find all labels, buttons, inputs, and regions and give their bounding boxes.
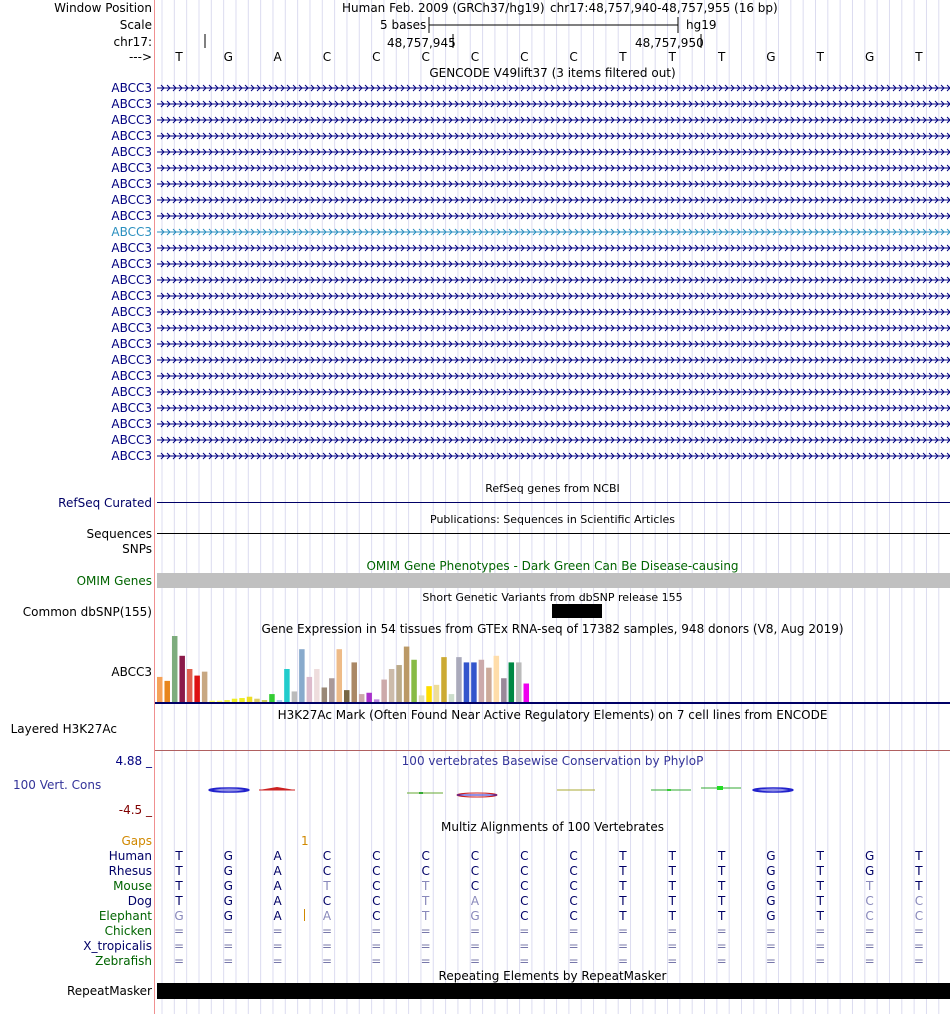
scale-label: Scale — [119, 18, 152, 32]
multiz-base: = — [815, 924, 826, 938]
gtex-tissue-bar — [232, 699, 238, 702]
gtex-tissue-bar — [381, 680, 387, 702]
multiz-base: T — [421, 879, 430, 893]
multiz-base: C — [372, 909, 381, 923]
scale-db: hg19 — [686, 18, 717, 32]
gtex-tissue-bar — [501, 678, 507, 702]
h3k27ac-baseline — [155, 750, 950, 751]
multiz-base: A — [273, 849, 282, 863]
gencode-gene-label[interactable]: ABCC3 — [111, 385, 152, 399]
multiz-base: C — [322, 849, 332, 863]
sequence-base: G — [766, 50, 776, 64]
gtex-tissue-bar — [419, 695, 425, 702]
multiz-base: A — [273, 864, 282, 878]
gtex-tissue-bar — [456, 657, 462, 702]
multiz-base: = — [272, 939, 283, 953]
multiz-species-label[interactable]: Mouse — [113, 879, 152, 893]
multiz-base: = — [864, 924, 875, 938]
multiz-base: = — [469, 939, 480, 953]
multiz-base: = — [223, 954, 234, 968]
multiz-base: T — [668, 864, 676, 878]
gencode-transcript — [157, 149, 950, 155]
scale-text: 5 bases — [380, 18, 427, 32]
gencode-transcript — [157, 453, 950, 459]
multiz-base: T — [668, 849, 676, 863]
gtex-tissue-bar — [344, 690, 350, 702]
gencode-gene-label[interactable]: ABCC3 — [111, 401, 152, 415]
phylop-max: 4.88 _ — [115, 754, 152, 768]
gencode-title[interactable]: GENCODE V49lift37 (3 items filtered out) — [429, 66, 676, 80]
gtex-tissue-bar — [441, 657, 447, 702]
gencode-gene-label[interactable]: ABCC3 — [111, 337, 152, 351]
multiz-base: C — [865, 894, 874, 908]
multiz-base: T — [717, 894, 726, 908]
multiz-base: C — [421, 849, 430, 863]
multiz-base: = — [913, 924, 924, 938]
multiz-base: = — [519, 939, 530, 953]
gencode-gene-label[interactable]: ABCC3 — [111, 129, 152, 143]
multiz-base: T — [619, 864, 627, 878]
multiz-base: C — [470, 864, 480, 878]
multiz-base: = — [469, 954, 480, 968]
gencode-transcript — [157, 293, 950, 299]
multiz-base: T — [668, 909, 676, 923]
gtex-tissue-bar — [187, 669, 193, 702]
gencode-gene-label[interactable]: ABCC3 — [111, 273, 152, 287]
multiz-base: T — [717, 879, 726, 893]
gencode-gene-label[interactable]: ABCC3 — [111, 305, 152, 319]
sequence-base: T — [816, 50, 824, 64]
gencode-transcript — [157, 437, 950, 443]
multiz-base: = — [321, 954, 333, 968]
gencode-transcript — [157, 373, 950, 379]
gtex-tissue-bar — [269, 694, 275, 702]
multiz-base: T — [717, 864, 726, 878]
multiz-base: = — [519, 954, 530, 968]
sequence-base: C — [421, 50, 430, 64]
refseq-line[interactable] — [157, 502, 950, 503]
gtex-chart[interactable] — [155, 636, 950, 706]
gtex-tissue-bar — [494, 656, 500, 702]
gencode-gene-label[interactable]: ABCC3 — [111, 81, 152, 95]
gtex-tissue-bar — [299, 649, 305, 702]
multiz-base: = — [765, 939, 776, 953]
gencode-gene-label[interactable]: ABCC3 — [111, 209, 152, 223]
coord-tick-2: 48,757,950 — [635, 36, 704, 50]
gencode-transcript — [157, 133, 950, 139]
multiz-base: C — [470, 849, 480, 863]
multiz-base: G — [223, 894, 233, 908]
gencode-transcript — [157, 357, 950, 363]
gap-count: 1 — [301, 834, 309, 848]
multiz-base: = — [371, 924, 382, 938]
multiz-base: = — [321, 939, 333, 953]
gencode-gene-label[interactable]: ABCC3 — [111, 113, 152, 127]
gencode-transcript — [157, 117, 950, 123]
multiz-base: C — [569, 909, 578, 923]
gtex-tissue-bar — [277, 700, 283, 702]
multiz-base: G — [766, 894, 776, 908]
multiz-base: C — [520, 909, 529, 923]
gencode-gene-label[interactable]: ABCC3 — [111, 177, 152, 191]
gtex-tissue-bar — [179, 656, 185, 702]
multiz-base: T — [816, 879, 824, 893]
multiz-base: C — [520, 879, 529, 893]
gencode-transcript — [157, 181, 950, 187]
gtex-tissue-bar — [209, 701, 215, 702]
gencode-gene-label[interactable]: ABCC3 — [111, 449, 152, 463]
multiz-base: G — [766, 879, 776, 893]
multiz-base: C — [520, 864, 529, 878]
gtex-tissue-bar — [337, 649, 343, 702]
multiz-base: T — [668, 879, 676, 893]
multiz-base: T — [619, 894, 627, 908]
gtex-tissue-bar — [164, 681, 170, 702]
multiz-species-label[interactable]: Elephant — [98, 909, 152, 923]
gtex-tissue-bar — [329, 678, 335, 702]
assembly-title[interactable]: Human Feb. 2009 (GRCh37/hg19) — [342, 1, 545, 15]
multiz-base: C — [372, 864, 381, 878]
multiz-base: C — [569, 879, 578, 893]
gtex-tissue-bar — [404, 647, 410, 702]
gtex-tissue-bar — [366, 693, 372, 702]
multiz-base: T — [619, 909, 627, 923]
h3k27ac-label[interactable]: Layered H3K27Ac — [10, 722, 117, 736]
gtex-tissue-bar — [262, 700, 268, 702]
multiz-base: = — [815, 939, 826, 953]
gencode-gene-label[interactable]: ABCC3 — [111, 225, 152, 239]
multiz-base: = — [371, 939, 382, 953]
multiz-base: C — [372, 849, 381, 863]
gencode-gene-label[interactable]: ABCC3 — [111, 433, 152, 447]
sequence-base: T — [175, 50, 183, 64]
multiz-base: T — [717, 849, 726, 863]
refseq-title: RefSeq genes from NCBI — [485, 482, 620, 495]
multiz-base: G — [766, 864, 776, 878]
gencode-gene-label[interactable]: ABCC3 — [111, 257, 152, 271]
multiz-base: = — [272, 954, 283, 968]
gtex-tissue-bar — [389, 669, 395, 702]
gtex-tissue-bar — [247, 697, 253, 702]
gencode-transcript — [157, 101, 950, 107]
label-divider — [154, 0, 155, 1014]
sequence-base: A — [273, 50, 282, 64]
gtex-tissue-bar — [464, 662, 470, 702]
multiz-base: T — [619, 879, 627, 893]
gtex-tissue-bar — [307, 677, 313, 702]
multiz-base: T — [915, 879, 923, 893]
multiz-base: C — [914, 909, 924, 923]
gencode-gene-label[interactable]: ABCC3 — [111, 369, 152, 383]
sequence-base: T — [717, 50, 726, 64]
sequence-base: C — [520, 50, 529, 64]
gtex-tissue-bar — [322, 687, 328, 702]
multiz-base: T — [175, 864, 183, 878]
multiz-base: C — [569, 849, 578, 863]
multiz-base: = — [420, 954, 431, 968]
multiz-base: G — [864, 849, 875, 863]
gencode-transcript — [157, 85, 950, 91]
gtex-tissue-bar — [524, 684, 530, 702]
gtex-tissue-bar — [479, 660, 485, 702]
multiz-base: = — [420, 924, 431, 938]
multiz-base: C — [322, 864, 332, 878]
gtex-tissue-bar — [217, 701, 223, 702]
multiz-base: C — [520, 849, 529, 863]
multiz-species-label[interactable]: Human — [108, 849, 152, 863]
multiz-base: T — [175, 894, 183, 908]
multiz-base: A — [322, 909, 332, 923]
gtex-tissue-bar — [172, 636, 178, 702]
multiz-base: C — [421, 864, 430, 878]
window-position-label: Window Position — [54, 1, 152, 15]
omim-title: OMIM Gene Phenotypes - Dark Green Can Be Disease-causing — [366, 559, 739, 573]
multiz-base: = — [469, 924, 480, 938]
multiz-base: T — [175, 849, 183, 863]
multiz-base: C — [322, 894, 332, 908]
multiz-base: = — [568, 939, 579, 953]
multiz-base: G — [223, 909, 233, 923]
gencode-gene-label[interactable]: ABCC3 — [111, 289, 152, 303]
gtex-tissue-bar — [194, 676, 200, 702]
gtex-tissue-bar — [157, 677, 163, 702]
sequence-base: C — [322, 50, 332, 64]
gencode-gene-label[interactable]: ABCC3 — [111, 145, 152, 159]
gencode-transcript — [157, 261, 950, 267]
gtex-tissue-bar — [426, 686, 432, 702]
gencode-transcript — [157, 213, 950, 219]
multiz-species-label[interactable]: Dog — [127, 894, 152, 908]
multiz-base: G — [223, 879, 233, 893]
multiz-base: C — [914, 894, 924, 908]
repeatmasker-title: Repeating Elements by RepeatMasker — [438, 969, 667, 983]
multiz-base: = — [667, 954, 678, 968]
multiz-base: = — [568, 924, 579, 938]
gtex-tissue-bar — [516, 662, 522, 702]
phylop-title: 100 vertebrates Basewise Conservation by PhyloP — [401, 754, 704, 768]
pubs-label[interactable]: Sequences — [86, 527, 152, 541]
sequence-base: C — [569, 50, 578, 64]
multiz-species-label[interactable]: Chicken — [104, 924, 152, 938]
gtex-tissue-bar — [224, 700, 230, 702]
multiz-base: T — [421, 909, 430, 923]
snps-label: SNPs — [122, 542, 152, 556]
phylop-label[interactable]: 100 Vert. Cons — [13, 778, 102, 792]
multiz-base: = — [667, 924, 678, 938]
gencode-tracks[interactable] — [157, 80, 950, 480]
multiz-base: A — [273, 879, 282, 893]
multiz-base: G — [174, 909, 184, 923]
multiz-base: = — [173, 939, 185, 953]
multiz-base: T — [816, 849, 824, 863]
multiz-base: = — [371, 954, 382, 968]
multiz-base: = — [519, 924, 530, 938]
sequence-base: G — [864, 50, 875, 64]
multiz-base: T — [816, 894, 824, 908]
multiz-base: C — [372, 879, 381, 893]
gencode-transcript — [157, 277, 950, 283]
gencode-gene-label[interactable]: ABCC3 — [111, 193, 152, 207]
multiz-base: = — [864, 939, 875, 953]
multiz-base: C — [569, 894, 578, 908]
gtex-tissue-bar — [239, 698, 245, 702]
multiz-base: C — [569, 864, 578, 878]
gencode-transcript — [157, 389, 950, 395]
gtex-tissue-bar — [509, 662, 515, 702]
scale-bar — [428, 16, 680, 34]
multiz-species-label[interactable]: Rhesus — [108, 864, 152, 878]
multiz-species-label[interactable]: X_tropicalis — [83, 939, 152, 953]
gtex-tissue-bar — [292, 691, 298, 702]
gtex-title: Gene Expression in 54 tissues from GTEx RNA-seq of 17382 samples, 948 donors (V8, Aug 2019) — [261, 622, 844, 636]
multiz-base: T — [717, 909, 726, 923]
multiz-base: = — [173, 954, 185, 968]
multiz-base: T — [816, 909, 824, 923]
gencode-gene-label[interactable]: ABCC3 — [111, 97, 152, 111]
multiz-base: = — [173, 924, 185, 938]
multiz-base: = — [321, 924, 333, 938]
multiz-base: = — [223, 924, 234, 938]
gtex-tissue-bar — [396, 665, 402, 702]
gaps-label: Gaps — [121, 834, 152, 848]
sequence-base: C — [470, 50, 480, 64]
multiz-base: = — [420, 939, 431, 953]
multiz-base: A — [273, 894, 282, 908]
multiz-base: G — [470, 909, 480, 923]
multiz-base: T — [915, 849, 923, 863]
h3k27ac-title: H3K27Ac Mark (Often Found Near Active Regulatory Elements) on 7 cell lines from ENCODE — [277, 708, 828, 722]
multiz-base: = — [864, 954, 875, 968]
gtex-tissue-bar — [202, 672, 208, 702]
multiz-base: = — [223, 939, 234, 953]
gtex-tissue-bar — [486, 668, 492, 702]
multiz-base: = — [272, 924, 283, 938]
multiz-base: G — [766, 909, 776, 923]
multiz-base: T — [915, 864, 923, 878]
repeatmasker-label[interactable]: RepeatMasker — [66, 984, 152, 998]
gtex-tissue-bar — [284, 669, 290, 702]
pubs-title: Publications: Sequences in Scientific Articles — [430, 513, 675, 526]
pubs-line[interactable] — [157, 533, 950, 534]
gencode-transcript — [157, 325, 950, 331]
refseq-label[interactable]: RefSeq Curated — [58, 496, 152, 510]
gtex-tissue-bar — [254, 699, 260, 702]
gencode-transcript — [157, 341, 950, 347]
repeatmasker-bar[interactable] — [157, 983, 950, 999]
multiz-base: T — [323, 879, 331, 893]
gtex-tissue-bar — [471, 662, 477, 702]
multiz-base: C — [470, 879, 480, 893]
multiz-base: = — [765, 924, 776, 938]
omim-bar[interactable] — [157, 573, 950, 588]
phylop-signal[interactable] — [155, 780, 950, 800]
dbsnp-variant-block[interactable] — [552, 604, 602, 618]
multiz-base: = — [765, 954, 776, 968]
multiz-base: = — [617, 939, 628, 953]
multiz-base: = — [716, 954, 727, 968]
gtex-tissue-bar — [351, 662, 357, 702]
multiz-base: C — [520, 894, 529, 908]
dbsnp-title: Short Genetic Variants from dbSNP release 155 — [422, 591, 683, 604]
multiz-base: = — [617, 954, 628, 968]
multiz-base: = — [617, 924, 628, 938]
gtex-tissue-bar — [411, 660, 417, 702]
sequence-base: T — [619, 50, 627, 64]
coord-tick-1: 48,757,945 — [387, 36, 456, 50]
multiz-base: T — [175, 879, 183, 893]
gencode-transcript — [157, 165, 950, 171]
dbsnp-label[interactable]: Common dbSNP(155) — [22, 605, 152, 619]
gencode-transcript — [157, 309, 950, 315]
gencode-gene-label[interactable]: ABCC3 — [111, 353, 152, 367]
gencode-gene-label[interactable]: ABCC3 — [111, 321, 152, 335]
gtex-tissue-bar — [449, 694, 455, 702]
gencode-transcript — [157, 421, 950, 427]
multiz-base: T — [619, 849, 627, 863]
multiz-base: G — [223, 849, 233, 863]
gtex-tissue-bar — [434, 685, 440, 702]
multiz-base: G — [864, 864, 875, 878]
gtex-tissue-bar — [314, 669, 320, 702]
strand-label: ---> — [128, 50, 152, 64]
multiz-base: T — [421, 894, 430, 908]
multiz-base: C — [865, 909, 874, 923]
omim-label[interactable]: OMIM Genes — [76, 574, 152, 588]
multiz-base: = — [716, 924, 727, 938]
multiz-base: C — [372, 894, 381, 908]
gencode-transcript — [157, 229, 950, 235]
multiz-base: = — [913, 939, 924, 953]
multiz-base: = — [568, 954, 579, 968]
gencode-transcript — [157, 197, 950, 203]
gap-marker — [304, 909, 305, 921]
chrom-label: chr17: — [113, 35, 152, 49]
multiz-base: T — [816, 864, 824, 878]
multiz-base: = — [667, 939, 678, 953]
gencode-transcript — [157, 405, 950, 411]
multiz-title: Multiz Alignments of 100 Vertebrates — [440, 820, 665, 834]
gencode-gene-label[interactable]: ABCC3 — [111, 241, 152, 255]
multiz-base: T — [865, 879, 874, 893]
multiz-base: A — [273, 909, 282, 923]
phylop-min: -4.5 _ — [118, 803, 152, 817]
multiz-base: = — [913, 954, 924, 968]
sequence-base: T — [668, 50, 676, 64]
sequence-base: G — [223, 50, 233, 64]
gencode-gene-label[interactable]: ABCC3 — [111, 161, 152, 175]
gtex-tissue-bar — [374, 699, 380, 702]
multiz-base: G — [223, 864, 233, 878]
multiz-base: A — [470, 894, 480, 908]
gencode-gene-label[interactable]: ABCC3 — [111, 417, 152, 431]
multiz-base: = — [815, 954, 826, 968]
multiz-base: T — [668, 894, 676, 908]
multiz-species-label[interactable]: Zebrafish — [95, 954, 152, 968]
sequence-base: C — [372, 50, 381, 64]
multiz-base: = — [716, 939, 727, 953]
multiz-base: G — [766, 849, 776, 863]
sequence-base: T — [915, 50, 923, 64]
gtex-tissue-bar — [359, 694, 365, 702]
gencode-transcript — [157, 245, 950, 251]
position-readout[interactable]: chr17:48,757,940-48,757,955 (16 bp) — [550, 1, 778, 15]
gtex-label[interactable]: ABCC3 — [111, 665, 152, 679]
